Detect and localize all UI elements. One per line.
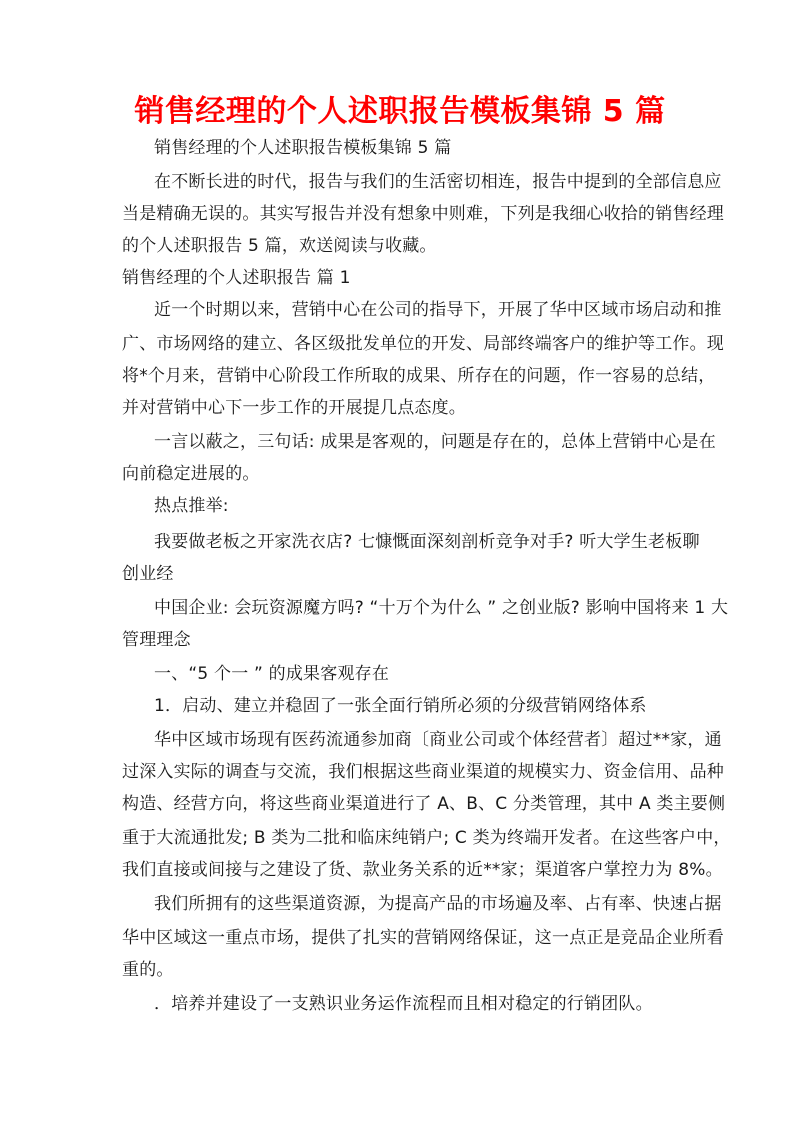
page-title: 销售经理的个人述职报告模板集锦 5 篇 <box>134 94 666 129</box>
body-paragraph-line: 广、市场网络的建立、各区级批发单位的开发、局部终端客户的维护等工作。现 <box>122 334 724 354</box>
intro-paragraph-line: 的个人述职报告 5 篇，欢送阅读与收藏。 <box>122 236 437 256</box>
intro-paragraph-line: 当是精确无误的。其实写报告并没有想象中则难，下列是我细心收拾的销售经理 <box>122 204 724 224</box>
body-paragraph-line: 重的。 <box>122 960 174 980</box>
body-paragraph-line: 构造、经营方向，将这些商业渠道进行了 A、B、C 分类管理，其中 A 类主要侧 <box>122 794 726 814</box>
body-paragraph-line: 我们所拥有的这些渠道资源，为提高产品的市场遍及率、占有率、快速占据 <box>154 894 722 914</box>
recommend-line: 创业经 <box>122 564 174 584</box>
body-paragraph-line: 华中区域这一重点市场，提供了扎实的营销网络保证，这一点正是竞品企业所看 <box>122 928 724 948</box>
subsection-heading: 一、“5 个一 ” 的成果客观存在 <box>154 664 390 684</box>
body-paragraph-line: 一言以蔽之，三句话: 成果是客观的，问题是存在的，总体上营销中心是在 <box>154 432 716 452</box>
body-paragraph-line: 我们直接或间接与之建设了货、款业务关系的近**家；渠道客户掌控力为 8%。 <box>122 860 723 880</box>
section-heading: 销售经理的个人述职报告 篇 1 <box>122 268 351 288</box>
recommend-line: 中国企业: 会玩资源魔方吗? “十万个为什么 ” 之创业版? 影响中国将来 1 大 <box>154 598 729 618</box>
body-paragraph-line: 并对营销中心下一步工作的开展提几点态度。 <box>122 398 466 418</box>
hot-recommend-label: 热点推举: <box>154 496 229 516</box>
intro-paragraph-line: 在不断长进的时代，报告与我们的生活密切相连，报告中提到的全部信息应 <box>154 172 722 192</box>
body-paragraph-line: 重于大流通批发; B 类为二批和临床纯销户; C 类为终端开发者。在这些客户中， <box>122 828 731 848</box>
list-item-heading: ．培养并建设了一支熟识业务运作流程而且相对稳定的行销团队。 <box>154 994 653 1014</box>
body-paragraph-line: 华中区域市场现有医药流通参加商〔商业公司或个体经营者〕超过**家，通 <box>154 730 722 750</box>
recommend-line: 我要做老板之开家洗衣店? 七慷慨面深刻剖析竞争对手? 听大学生老板聊 <box>154 532 700 552</box>
recommend-line: 管理理念 <box>122 630 191 650</box>
list-item-heading: 1．启动、建立并稳固了一张全面行销所必须的分级营销网络体系 <box>154 696 647 716</box>
body-paragraph-line: 过深入实际的调查与交流，我们根据这些商业渠道的规模实力、资金信用、品种 <box>122 762 724 782</box>
body-paragraph-line: 近一个时期以来，营销中心在公司的指导下，开展了华中区域市场启动和推 <box>154 300 722 320</box>
subtitle-line: 销售经理的个人述职报告模板集锦 5 篇 <box>154 138 452 158</box>
body-paragraph-line: 将*个月来，营销中心阶段工作所取的成果、所存在的问题，作一容易的总结， <box>122 366 716 386</box>
body-paragraph-line: 向前稳定进展的。 <box>122 464 260 484</box>
